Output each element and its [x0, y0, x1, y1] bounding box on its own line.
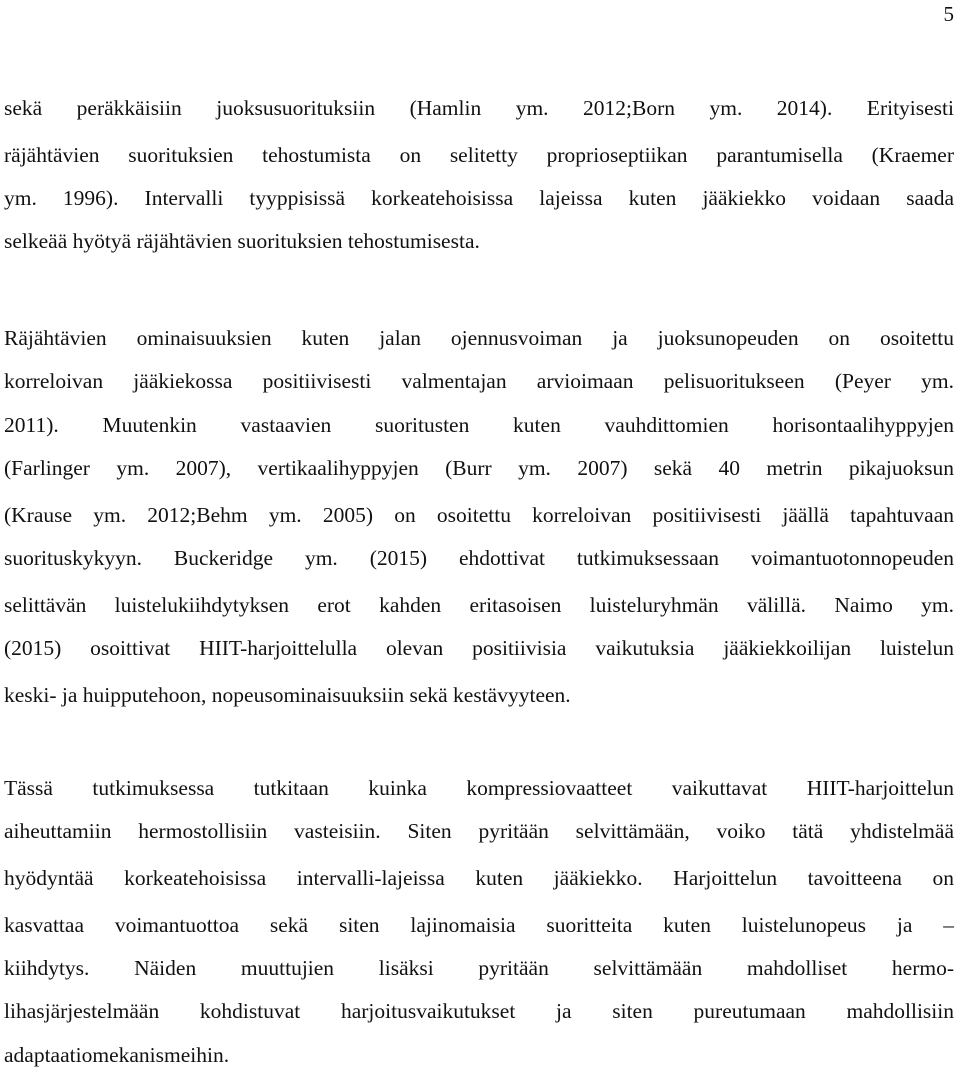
text-line: suorituskykyyn. Buckeridge ym. (2015) ehdottivat tutkimuksessaan voimantuotonnopeuden	[4, 546, 954, 570]
text-line: Räjähtävien ominaisuuksien kuten jalan ojennusvoiman ja juoksunopeuden on osoitettu	[4, 326, 954, 350]
text-line: kasvattaa voimantuottoa sekä siten lajinomaisia suoritteita kuten luistelunopeus ja –	[4, 913, 954, 937]
text-line: adaptaatiomekanismeihin.	[4, 1043, 230, 1067]
text-line: sekä peräkkäisiin juoksusuorituksiin (Hamlin ym. 2012;Born ym. 2014). Erityisesti	[4, 96, 954, 120]
text-line: räjähtävien suorituksien tehostumista on selitetty proprioseptiikan parantumisella (Kraemer	[4, 143, 954, 167]
text-line: korreloivan jääkiekossa positiivisesti valmentajan arvioimaan pelisuoritukseen (Peyer ym.	[4, 369, 954, 393]
text-line: aiheuttamiin hermostollisiin vasteisiin. Siten pyritään selvittämään, voiko tätä yhdistelmää	[4, 819, 954, 843]
text-line: hyödyntää korkeatehoisissa intervalli-lajeissa kuten jääkiekko. Harjoittelun tavoitteena on	[4, 866, 954, 890]
text-line: selkeää hyötyä räjähtävien suorituksien tehostumisesta.	[4, 229, 480, 253]
text-line: keski- ja huipputehoon, nopeusominaisuuksiin sekä kestävyyteen.	[4, 683, 571, 707]
text-line: (2015) osoittivat HIIT-harjoittelulla olevan positiivisia vaikutuksia jääkiekkoilijan luistelun	[4, 636, 954, 660]
text-line: Tässä tutkimuksessa tutkitaan kuinka kompressiovaatteet vaikuttavat HIIT-harjoittelun	[4, 776, 954, 800]
text-line: selittävän luistelukiihdytyksen erot kahden eritasoisen luisteluryhmän välillä. Naimo ym.	[4, 593, 954, 617]
page-number: 5	[943, 2, 954, 26]
text-line: (Krause ym. 2012;Behm ym. 2005) on osoitettu korreloivan positiivisesti jäällä tapahtuvaan	[4, 503, 954, 527]
text-line: ym. 1996). Intervalli tyyppisissä korkeatehoisissa lajeissa kuten jääkiekko voidaan saada	[4, 186, 954, 210]
text-line: lihasjärjestelmään kohdistuvat harjoitusvaikutukset ja siten pureutumaan mahdollisiin	[4, 999, 954, 1023]
text-line: kiihdytys. Näiden muuttujien lisäksi pyritään selvittämään mahdolliset hermo-	[4, 956, 954, 980]
text-line: 2011). Muutenkin vastaavien suoritusten kuten vauhdittomien horisontaalihyppyjen	[4, 413, 954, 437]
text-line: (Farlinger ym. 2007), vertikaalihyppyjen (Burr ym. 2007) sekä 40 metrin pikajuoksun	[4, 456, 954, 480]
